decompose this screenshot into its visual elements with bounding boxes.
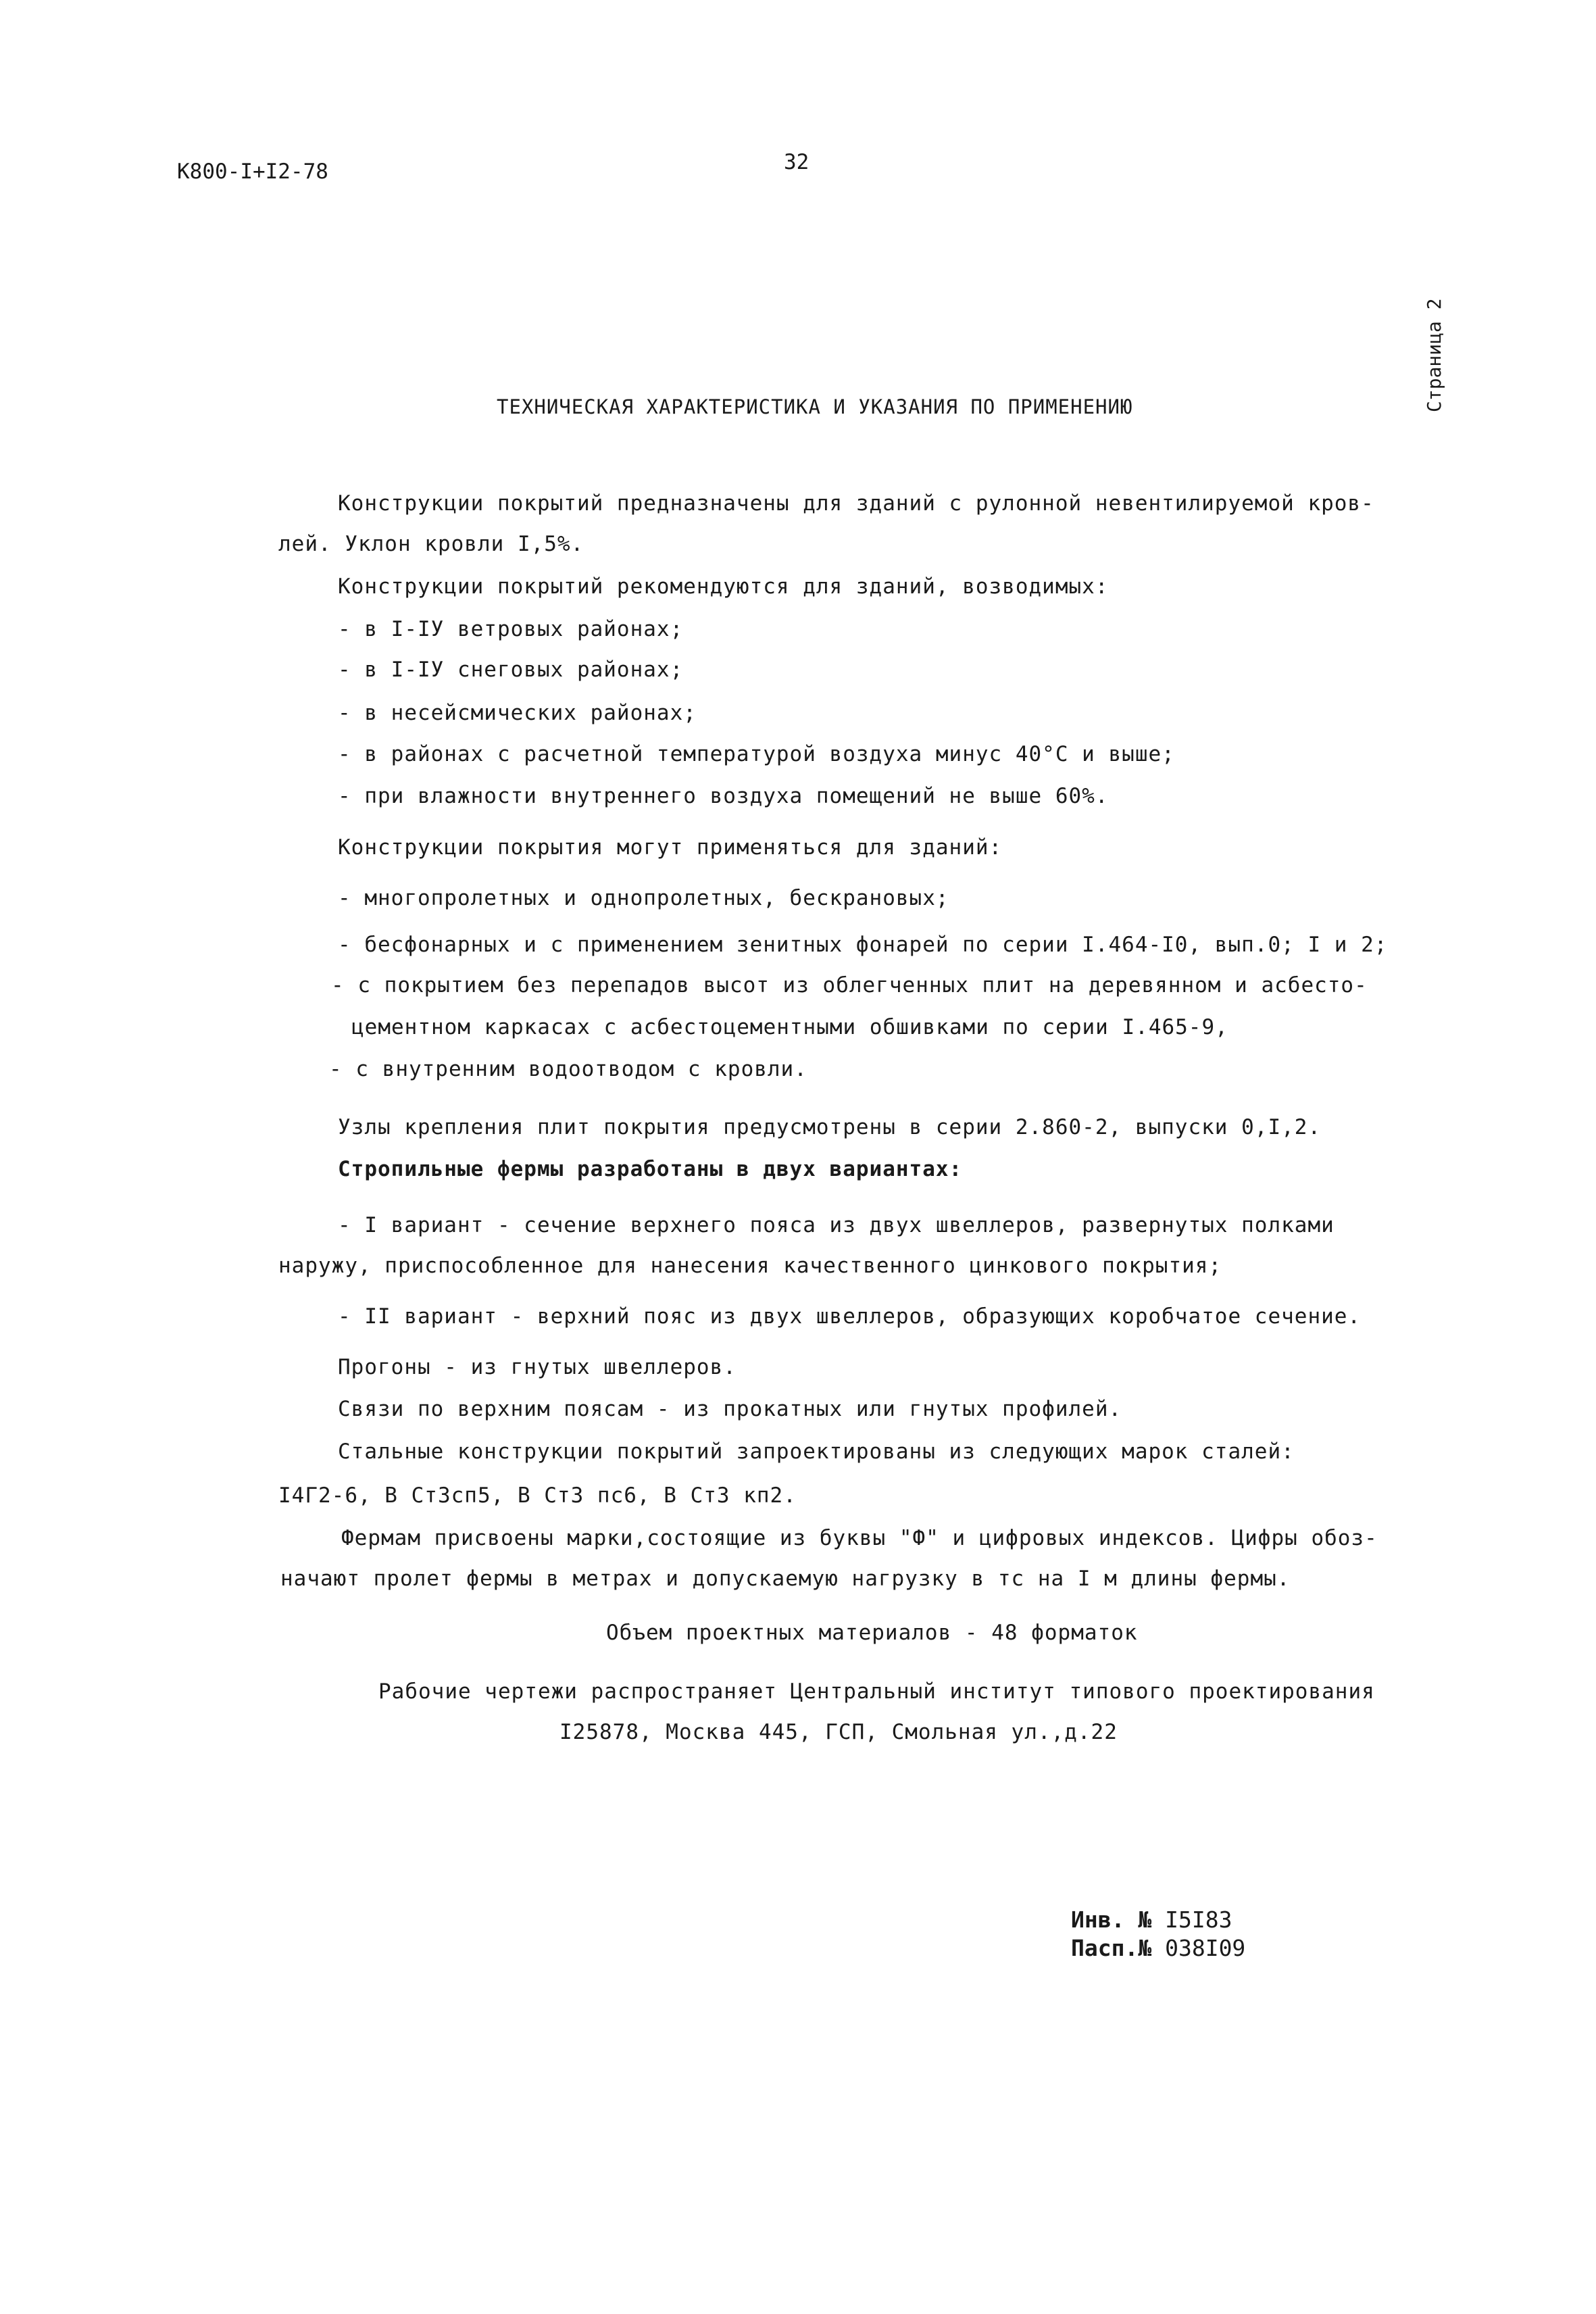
list-item: - в районах с расчетной температурой воздуха минус 40°С и выше; bbox=[338, 742, 1175, 766]
list-item: - II вариант - верхний пояс из двух швеллеров, образующих коробчатое сечение. bbox=[338, 1304, 1362, 1329]
paragraph-line: I4Г2-6, В Ст3сп5, В Ст3 пс6, В Ст3 кп2. bbox=[278, 1483, 797, 1508]
page-number: 32 bbox=[784, 150, 809, 174]
paragraph-line: Связи по верхним поясам - из прокатных или гнутых профилей. bbox=[338, 1397, 1122, 1421]
materials-volume: Объем проектных материалов - 48 форматок bbox=[606, 1621, 1138, 1645]
inventory-row bbox=[1071, 1906, 1245, 1934]
paragraph-line: Конструкции покрытий предназначены для зданий с рулонной невентилируемой кров- bbox=[338, 491, 1374, 516]
list-item: - в несейсмических районах; bbox=[338, 701, 697, 725]
list-item: - с внутренним водоотводом с кровли. bbox=[329, 1057, 807, 1081]
list-item: - I вариант - сечение верхнего пояса из двух швеллеров, развернутых полками bbox=[338, 1213, 1335, 1237]
paragraph-line: Прогоны - из гнутых швеллеров. bbox=[338, 1355, 737, 1379]
paragraph-line: лей. Уклон кровли I,5%. bbox=[278, 532, 584, 556]
paragraph-line: Конструкции покрытия могут применяться для зданий: bbox=[338, 835, 1003, 860]
list-item: - многопролетных и однопролетных, бескрановых; bbox=[338, 886, 949, 910]
passport-row bbox=[1071, 1934, 1245, 1963]
paragraph-line: начают пролет фермы в метрах и допускаемую нагрузку в тс на I м длины фермы. bbox=[280, 1567, 1291, 1591]
paragraph-line: Фермам присвоены марки,состоящие из буквы "Ф" и цифровых индексов. Цифры обоз- bbox=[341, 1526, 1378, 1550]
paragraph-line: Узлы крепления плит покрытия предусмотрены в серии 2.860-2, выпуски 0,I,2. bbox=[338, 1115, 1322, 1139]
list-item: - в I-IУ снеговых районах; bbox=[338, 658, 684, 682]
paragraph-line: Стропильные фермы разработаны в двух вариантах: bbox=[338, 1157, 963, 1181]
inventory-value: I5I83 bbox=[1165, 1906, 1232, 1933]
document-title: ТЕХНИЧЕСКАЯ ХАРАКТЕРИСТИКА И УКАЗАНИЯ ПО ПРИМЕНЕНИЮ bbox=[497, 395, 1133, 418]
list-item-continuation: цементном каркасах с асбестоцементными обшивками по серии I.465-9, bbox=[351, 1015, 1228, 1039]
side-page-label: Страница 2 bbox=[1423, 298, 1445, 412]
distributor-line: Рабочие чертежи распространяет Центральный институт типового проектирования bbox=[378, 1679, 1375, 1704]
list-item: - при влажности внутреннего воздуха помещений не выше 60%. bbox=[338, 784, 1109, 808]
address-line: I25878, Москва 445, ГСП, Смольная ул.,д.22 bbox=[559, 1720, 1118, 1744]
list-item: - бесфонарных и с применением зенитных фонарей по серии I.464-I0, вып.0; I и 2; bbox=[338, 933, 1388, 957]
passport-label: Пасп.№ bbox=[1071, 1935, 1152, 1961]
paragraph-line: Конструкции покрытий рекомендуются для зданий, возводимых: bbox=[338, 574, 1109, 599]
passport-value: 038I09 bbox=[1165, 1935, 1246, 1961]
list-item-continuation: наружу, приспособленное для нанесения качественного цинкового покрытия; bbox=[278, 1254, 1222, 1278]
document-code: К800-I+I2-78 bbox=[177, 159, 328, 184]
inventory-label: Инв. № bbox=[1071, 1906, 1152, 1933]
paragraph-line: Стальные конструкции покрытий запроектированы из следующих марок сталей: bbox=[338, 1439, 1295, 1464]
list-item: - в I-IУ ветровых районах; bbox=[338, 617, 684, 641]
inventory-block bbox=[1071, 1906, 1245, 1963]
list-item: - с покрытием без перепадов высот из облегченных плит на деревянном и асбесто- bbox=[331, 973, 1368, 998]
